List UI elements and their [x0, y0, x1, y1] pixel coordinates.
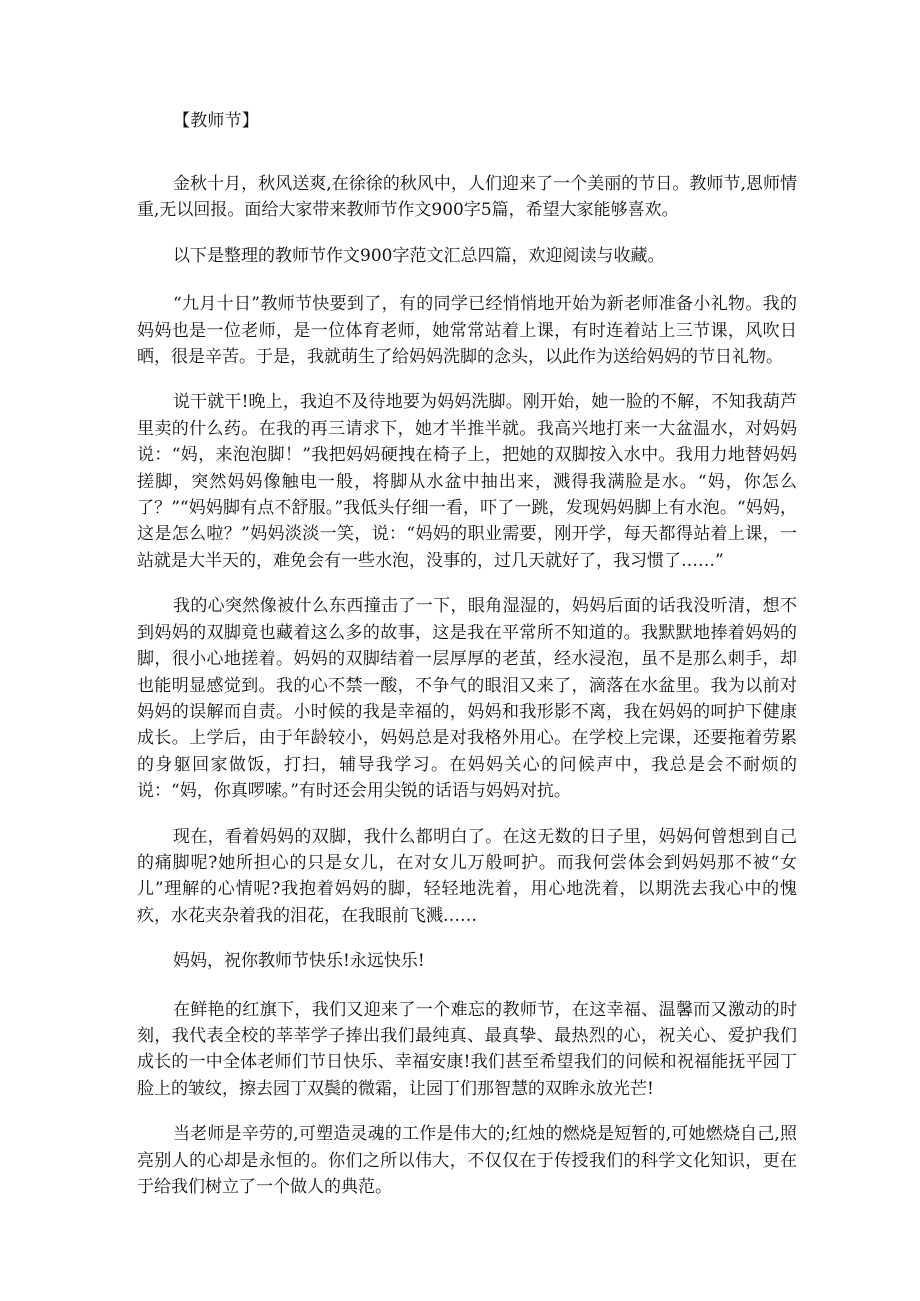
greeting-paragraph: 妈妈，祝你教师节快乐!永远快乐!	[173, 951, 425, 972]
speech-paragraph: 在鲜艳的红旗下，我们又迎来了一个难忘的教师节，在这幸福、温馨而又激动的时刻，我代表全校的莘莘学子捧出我们最纯真、最真挚、最热烈的心，祝关心、爱护我们成长的一中全体老师们节日快乐、幸福安康!我们甚至希望我们的问候和祝福能抚平园丁脸上的皱纹，擦去园丁双鬓的微霜，让园丁们那智慧的双眸永放光芒!	[137, 999, 797, 1099]
essay-paragraph: 我的心突然像被什么东西撞击了一下，眼角湿湿的，妈妈后面的话我没听清，想不到妈妈的双脚竟也藏着这么多的故事，这是我在平常所不知道的。我默默地捧着妈妈的脚，很小心地搓着。妈妈的双脚结着一层厚厚的老茧，经水浸泡，虽不是那么刺手，却也能明显感觉到。我的心不禁一酸，不争气的眼泪又来了，滴落在水盆里。我为以前对妈妈的误解而自责。小时候的我是幸福的，妈妈和我形影不离，我在妈妈的呵护下健康成长。上学后，由于年龄较小，妈妈总是对我格外用心。在学校上完课，还要拖着劳累的身躯回家做饭，打扫，辅导我学习。在妈妈关心的问候声中，我总是会不耐烦的说：“妈，你真啰嗦。”有时还会用尖锐的话语与妈妈对抗。	[137, 596, 797, 802]
intro-paragraph: 金秋十月，秋风送爽,在徐徐的秋风中，人们迎来了一个美丽的节日。教师节,恩师情重,无以回报。面给大家带来教师节作文900字5篇，希望大家能够喜欢。	[137, 174, 797, 221]
article-body	[137, 108, 797, 1219]
essay-paragraph: “九月十日”教师节快要到了，有的同学已经悄悄地开始为新老师准备小礼物。我的妈妈也是一位老师，是一位体育老师，她常常站着上课，有时连着站上三节课，风吹日晒，很是辛苦。于是，我就萌生了给妈妈洗脚的念头，以此作为送给妈妈的节日礼物。	[137, 294, 797, 368]
essay-paragraph: 说干就干!晚上，我迫不及待地要为妈妈洗脚。刚开始，她一脸的不解，不知我葫芦里卖的什么药。在我的再三请求下，她才半推半就。我高兴地打来一大盆温水，对妈妈说：“妈，来泡泡脚！”我把妈妈硬拽在椅子上，把她的双脚按入水中。我用力地替妈妈搓脚，突然妈妈像触电一般，将脚从水盆中抽出来，溅得我满脸是水。“妈，你怎么了？”“妈妈脚有点不舒服。”我低头仔细一看，吓了一跳，发现妈妈脚上有水泡。“妈妈，这是怎么啦？”妈妈淡淡一笑，说：“妈妈的职业需要，刚开学，每天都得站着上课，一站就是大半天的，难免会有一些水泡，没事的，过几天就好了，我习惯了……”	[137, 392, 797, 571]
essay-paragraph: 现在，看着妈妈的双脚，我什么都明白了。在这无数的日子里，妈妈何曾想到自己的痛脚呢?她所担心的只是女儿，在对女儿万般呵护。而我何尝体会到妈妈那不被“女儿”理解的心情呢?我抱着妈妈的脚，轻轻地洗着，用心地洗着，以期洗去我心中的愧疚，水花夹杂着我的泪花，在我眼前飞溅……	[137, 826, 797, 926]
summary-paragraph: 以下是整理的教师节作文900字范文汇总四篇，欢迎阅读与收藏。	[173, 245, 665, 266]
article-title: 【教师节】	[173, 111, 259, 131]
speech-paragraph: 当老师是辛劳的,可塑造灵魂的工作是伟大的;红烛的燃烧是短暂的,可她燃烧自己,照亮别人的心却是永恒的。你们之所以伟大，不仅仅在于传授我们的科学文化知识，更在于给我们树立了一个做人的典范。	[137, 1124, 797, 1197]
